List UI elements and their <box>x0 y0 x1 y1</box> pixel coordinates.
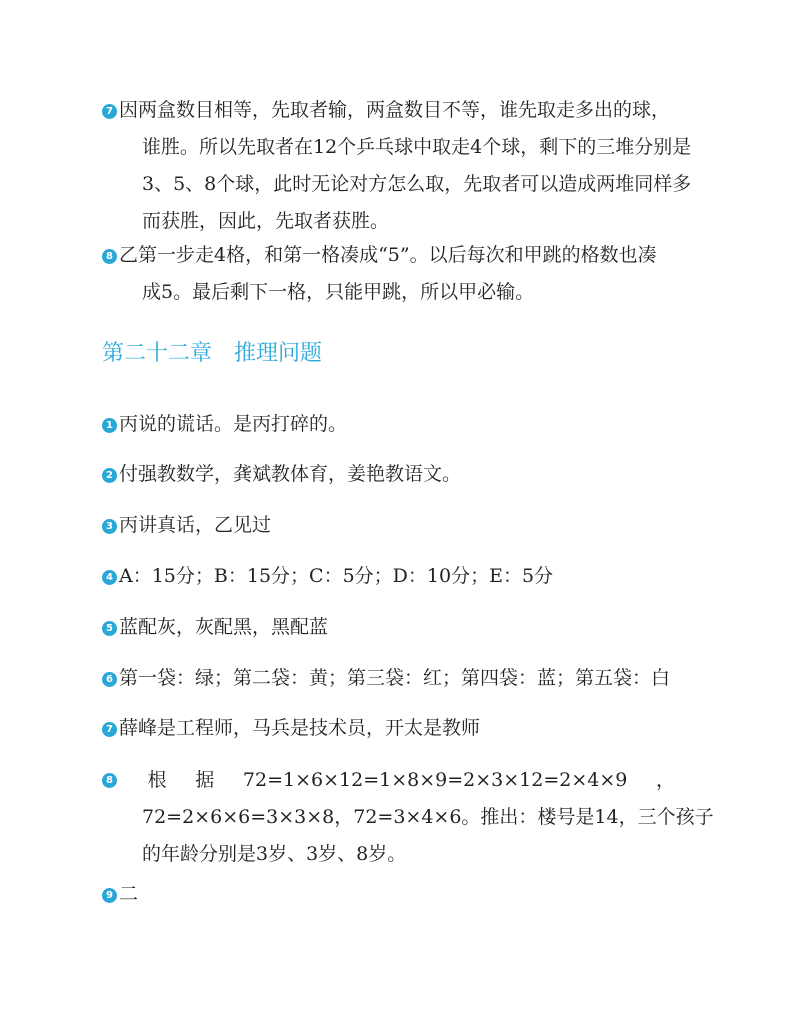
answer-item-7 <box>102 710 702 747</box>
answer-item-3 <box>102 507 702 544</box>
answer-line: 而获胜，因此，先取者获胜。 <box>142 210 390 232</box>
answer-text: 二 <box>119 883 139 905</box>
answer-text: 第一袋：绿；第二袋：黄；第三袋：红；第四袋：蓝；第五袋：白 <box>119 667 671 689</box>
answer-text: A：15分；B：15分；C：5分；D：10分；E：5分 <box>119 565 554 587</box>
answer-text: 薛峰是工程师，马兵是技术员，开太是教师 <box>119 717 481 739</box>
number-badge: 2 <box>102 468 117 483</box>
answer-text: ， <box>655 769 675 791</box>
answer-item-prev-8 <box>102 237 702 311</box>
answer-item-5 <box>102 609 702 646</box>
answer-text: 丙说的谎话。是丙打碎的。 <box>119 413 348 435</box>
answer-item-6 <box>102 660 702 697</box>
number-badge: 5 <box>102 621 117 636</box>
answer-line <box>102 710 702 747</box>
answer-line <box>102 660 702 697</box>
answer-line <box>102 456 702 493</box>
answer-text: 蓝配灰，灰配黑，黑配蓝 <box>119 616 329 638</box>
answer-line: 3、5、8个球，此时无论对方怎么取，先取者可以造成两堆同样多 <box>142 173 692 195</box>
answer-item-4 <box>102 558 702 595</box>
number-badge: 7 <box>102 104 117 119</box>
answer-line: 成5。最后剩下一格，只能甲跳，所以甲必输。 <box>142 281 535 303</box>
answer-text: 据 <box>195 769 215 791</box>
number-badge: 8 <box>102 773 117 788</box>
number-badge: 8 <box>102 249 117 264</box>
chapter-title: 第二十二章 推理问题 <box>102 341 323 366</box>
answer-item-2 <box>102 456 702 493</box>
number-badge: 6 <box>102 672 117 687</box>
answer-line: 72=2×6×6=3×3×8，72=3×4×6。推出：楼号是14，三个孩子 <box>142 806 714 828</box>
answer-line: 的年龄分别是3岁、3岁、8岁。 <box>142 843 407 865</box>
answer-line <box>102 609 702 646</box>
answer-line <box>102 92 702 129</box>
answer-line <box>102 762 702 799</box>
answer-text: 乙第一步走4格，和第一格凑成“5”。以后每次和甲跳的格数也凑 <box>119 244 657 266</box>
answer-text: 72=1×6×12=1×8×9=2×3×12=2×4×9 <box>242 769 628 791</box>
answer-text: 因两盒数目相等，先取者输，两盒数目不等，谁先取走多出的球， <box>119 99 671 121</box>
answer-line <box>102 406 702 443</box>
answer-text: 丙讲真话，乙见过 <box>119 514 272 536</box>
number-badge: 9 <box>102 888 117 903</box>
answer-line <box>102 876 702 913</box>
answer-text: 付强教数学，龚斌教体育，姜艳教语文。 <box>119 463 462 485</box>
answer-item-prev-7 <box>102 92 702 240</box>
answer-item-8 <box>102 762 714 873</box>
number-badge: 7 <box>102 722 117 737</box>
answer-line: 谁胜。所以先取者在12个乒乓球中取走4个球，剩下的三堆分别是 <box>142 136 692 158</box>
answer-line <box>102 558 702 595</box>
number-badge: 1 <box>102 418 117 433</box>
answer-text: 根 <box>147 769 167 791</box>
answer-item-1 <box>102 406 702 443</box>
answer-line <box>102 507 702 544</box>
justified-first-line <box>119 762 675 799</box>
answer-line <box>102 237 702 274</box>
answer-item-9 <box>102 876 702 913</box>
number-badge: 4 <box>102 570 117 585</box>
number-badge: 3 <box>102 519 117 534</box>
